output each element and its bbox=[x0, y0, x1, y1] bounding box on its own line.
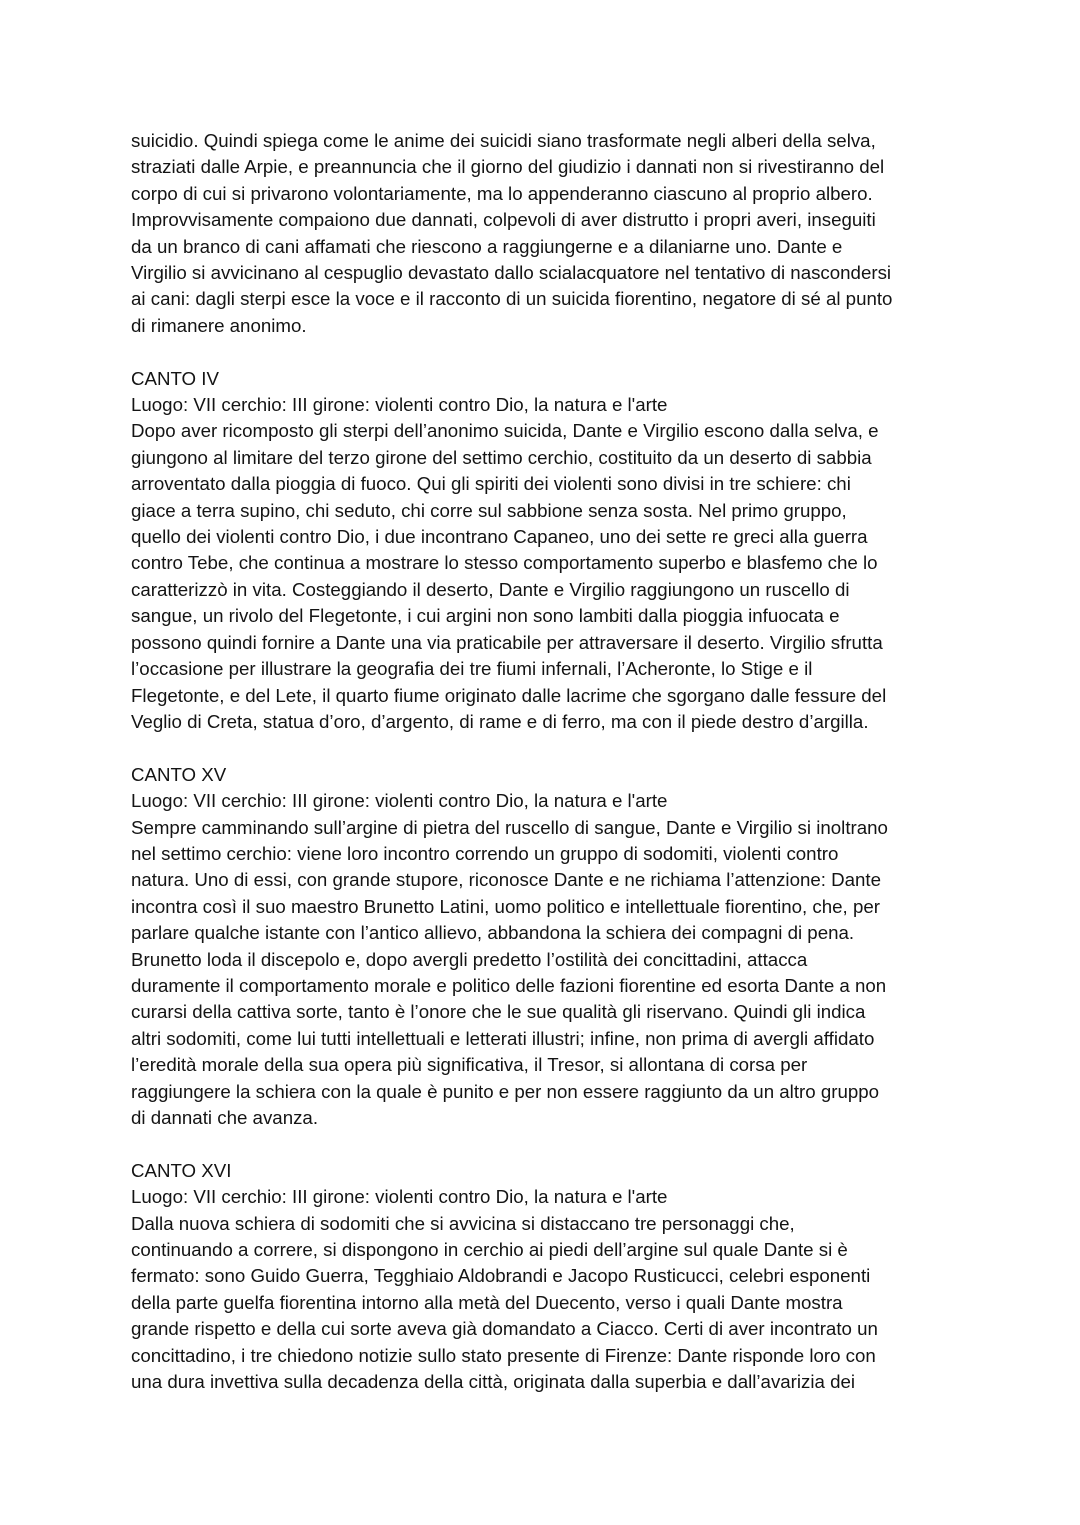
canto-place: Luogo: VII cerchio: III girone: violenti contro Dio, la natura e l'arte bbox=[131, 1186, 668, 1208]
canto-title: CANTO IV bbox=[131, 367, 219, 389]
canto-section bbox=[131, 366, 961, 736]
canto-title: CANTO XV bbox=[131, 763, 227, 785]
canto-text: Sempre camminando sull’argine di pietra del ruscello di sangue, Dante e Virgilio si inoltrano nel settimo cerchio: viene loro incontro correndo un gruppo di sodomiti, violenti contro natura. Uno di essi, con grande stupore, riconosce Dante e ne richiama l’attenzione: Dante incontra così il suo maestro Brunetto Latini, uomo politico e intellettuale fiorentino, che, per parlare qualche istante con l’antico allievo, abbandona la schiera dei compagni di pena. Brunetto loda il discepolo e, dopo avergli predetto l’ostilità dei concittadini, attacca duramente il comportamento morale e politico delle fazioni fiorentine ed esorta Dante a non curarsi della cattiva sorte, tanto è l’onore che le sue qualità gli riservano. Quindi gli indica altri sodomiti, come lui tutti intellettuali e letterati illustri; infine, non prima di avergli affidato l’eredità morale della sua opera più significativa, il Tresor, si allontana di corsa per raggiungere la schiera con la quale è punito e per non essere raggiunto da un altro gruppo di dannati che avanza. bbox=[131, 816, 888, 1128]
canto-section bbox=[131, 762, 961, 1132]
canto-place: Luogo: VII cerchio: III girone: violenti contro Dio, la natura e l'arte bbox=[131, 790, 668, 812]
document-page bbox=[131, 128, 961, 1395]
canto-text: Dalla nuova schiera di sodomiti che si avvicina si distaccano tre personaggi che, continuando a correre, si dispongono in cerchio ai piedi dell’argine sul quale Dante si è fermato: sono Guido Guerra, Tegghiaio Aldobrandi e Jacopo Rusticucci, celebri esponenti della parte guelfa fiorentina intorno alla metà del Duecento, verso i quali Dante mostra grande rispetto e della cui sorte aveva già domandato a Ciacco. Certi di aver incontrato un concittadino, i tre chiedono notizie sullo stato presente di Firenze: Dante risponde loro con una dura invettiva sulla decadenza della città, originata dalla superbia e dall’avarizia dei bbox=[131, 1212, 878, 1393]
canto-title: CANTO XVI bbox=[131, 1159, 232, 1181]
canto-text: Dopo aver ricomposto gli sterpi dell’anonimo suicida, Dante e Virgilio escono dalla selva, e giungono al limitare del terzo girone del settimo cerchio, costituito da un deserto di sabbia arroventato dalla pioggia di fuoco. Qui gli spiriti dei violenti sono divisi in tre schiere: chi giace a terra supino, chi seduto, chi corre sul sabbione senza sosta. Nel primo gruppo, quello dei violenti contro Dio, i due incontrano Capaneo, uno dei sette re greci alla guerra contro Tebe, che continua a mostrare lo stesso comportamento superbo e blasfemo che lo caratterizzò in vita. Costeggiando il deserto, Dante e Virgilio raggiungono un ruscello di sangue, un rivolo del Flegetonte, i cui argini non sono lambiti dalla pioggia infuocata e possono quindi fornire a Dante una via praticabile per attraversare il deserto. Virgilio sfrutta l’occasione per illustrare la geografia dei tre fiumi infernali, l’Acheronte, lo Stige e il Flegetonte, e del Lete, il quarto fiume originato dalle lacrime che sgorgano dalle fessure del Veglio di Creta, statua d’oro, d’argento, di rame e di ferro, ma con il piede destro d’argilla. bbox=[131, 420, 887, 732]
intro-paragraph: suicidio. Quindi spiega come le anime dei suicidi siano trasformate negli alberi della selva, straziati dalle Arpie, e preannuncia che il giorno del giudizio i dannati non si rivestiranno del corpo di cui si privarono volontariamente, ma lo appenderanno ciascuno al proprio albero. Improvvisamente compaiono due dannati, colpevoli di aver distrutto i propri averi, inseguiti da un branco di cani affamati che riescono a raggiungerne e a dilaniarne uno. Dante e Virgilio si avvicinano al cespuglio devastato dallo scialacquatore nel tentativo di nascondersi ai cani: dagli sterpi esce la voce e il racconto di un suicida fiorentino, negatore di sé al punto di rimanere anonimo. bbox=[131, 130, 893, 336]
canto-section bbox=[131, 1158, 961, 1396]
canto-place: Luogo: VII cerchio: III girone: violenti contro Dio, la natura e l'arte bbox=[131, 394, 668, 416]
